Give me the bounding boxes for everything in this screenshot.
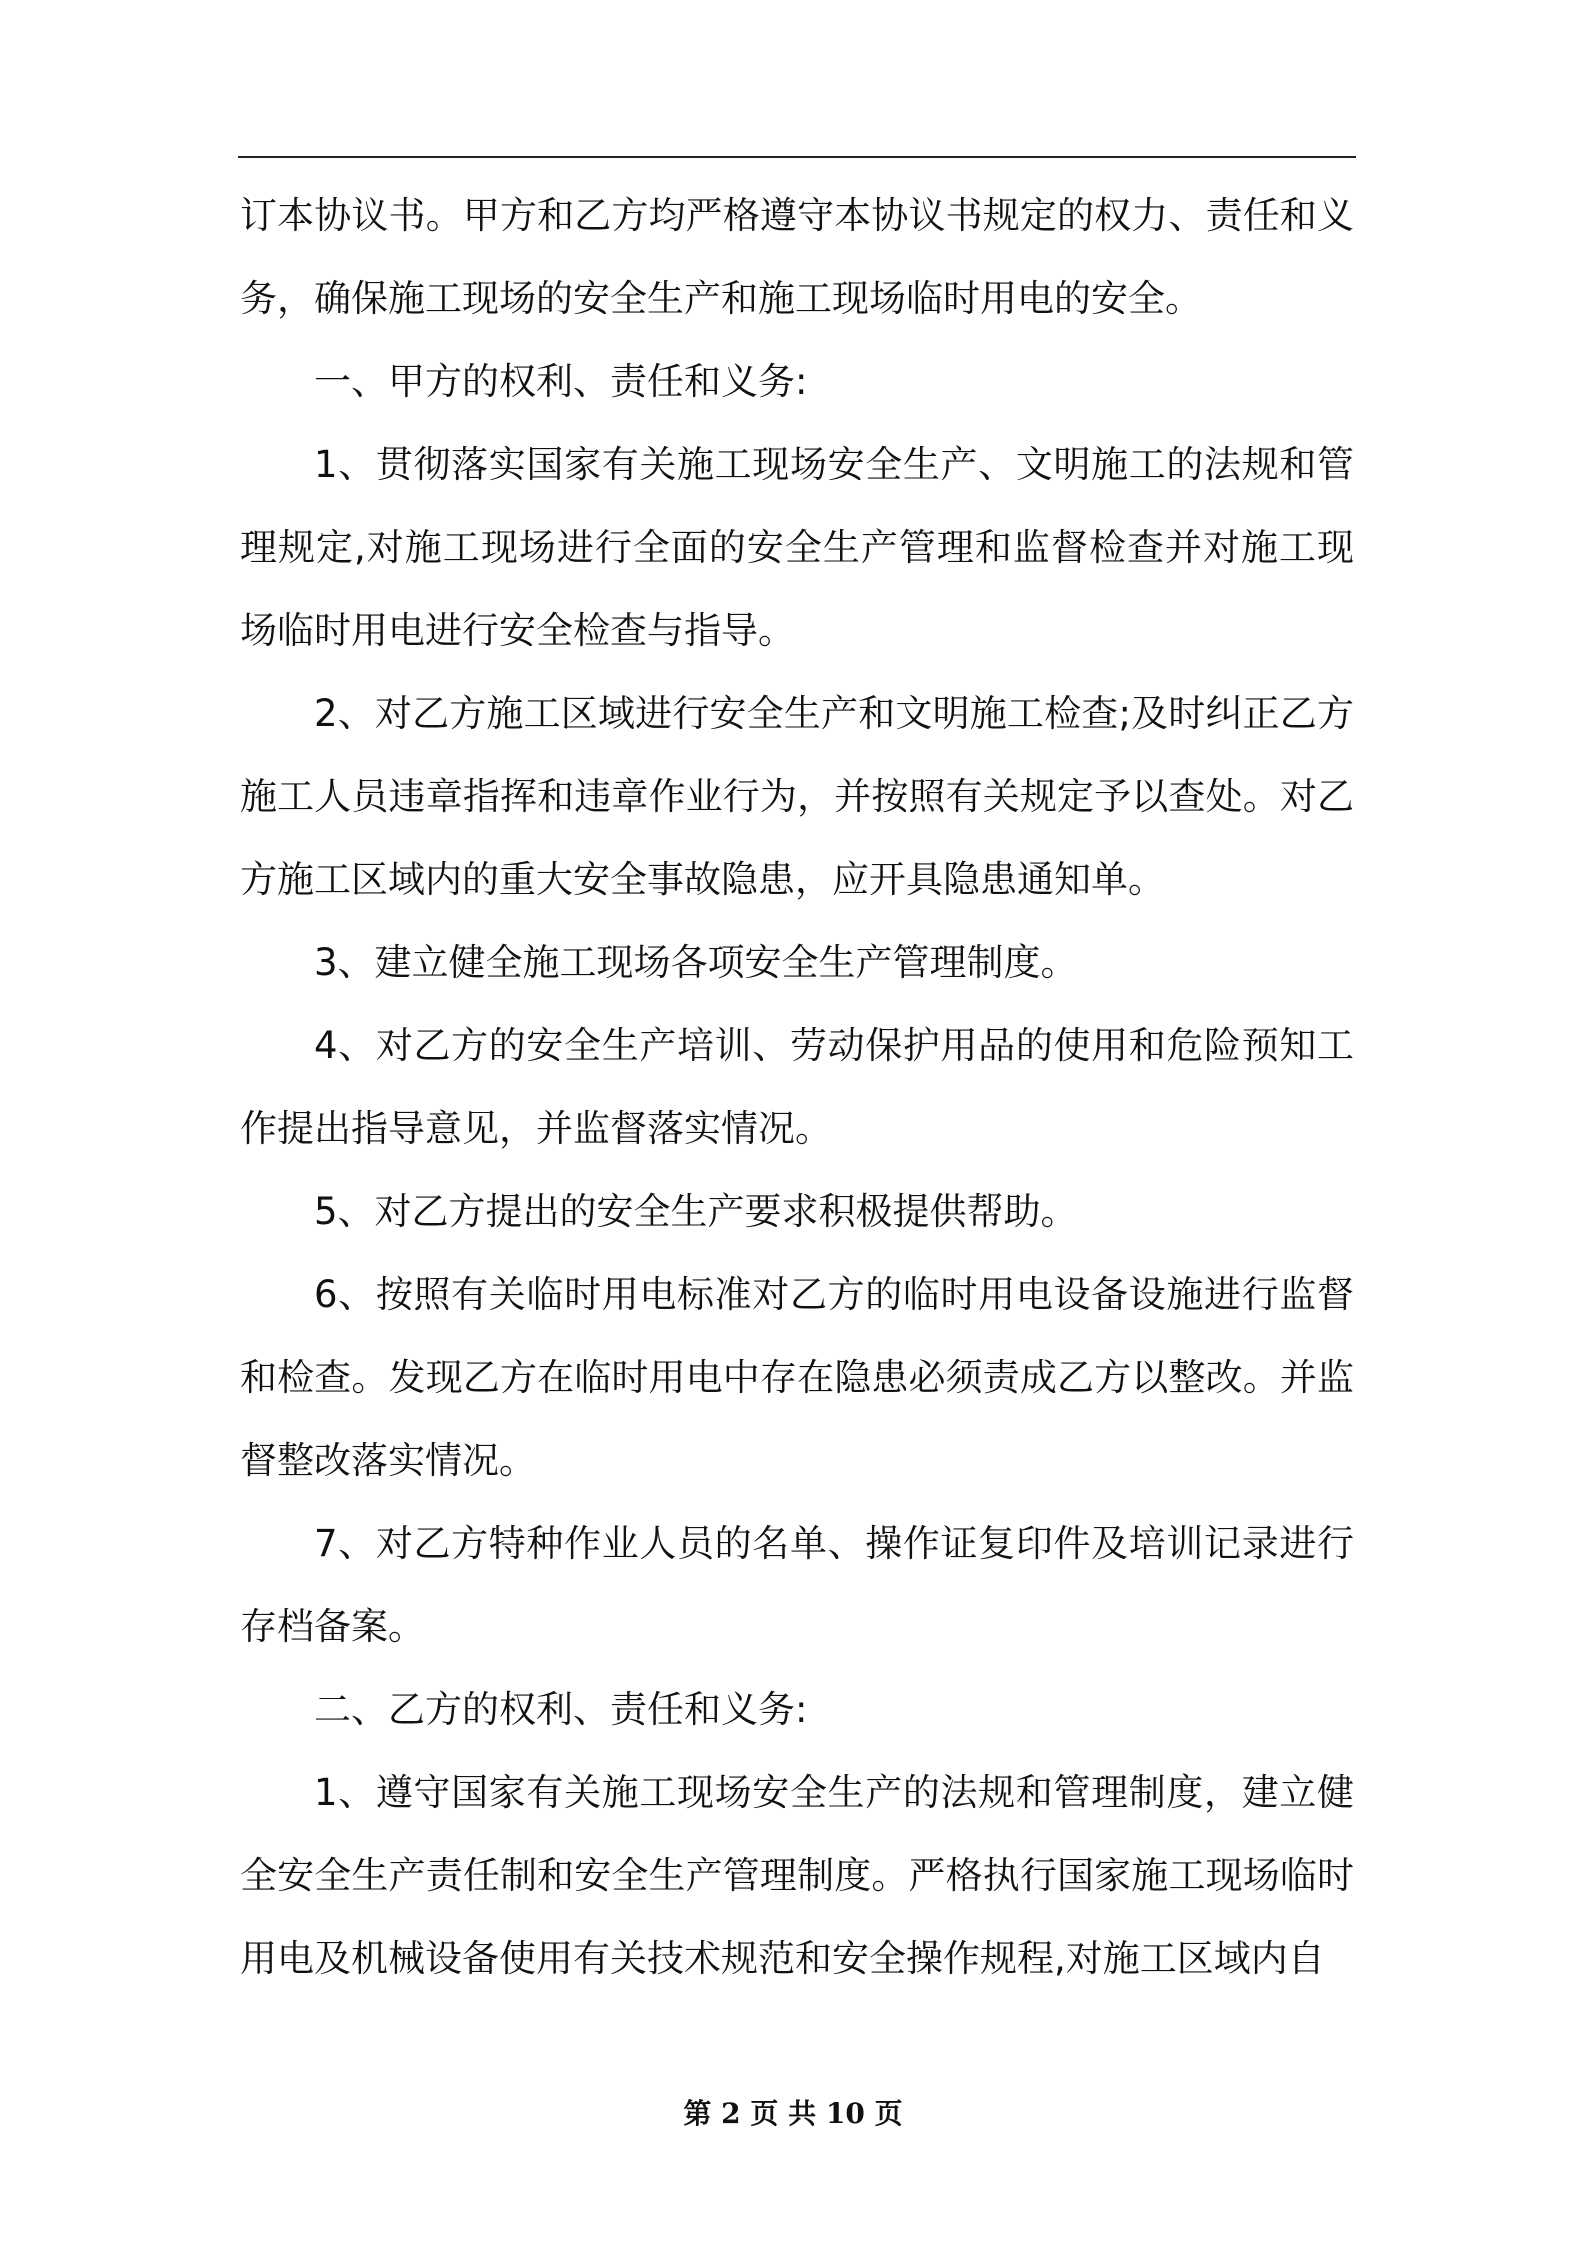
document-body [240,174,1354,2000]
paragraph-party-a-item-2: 2、对乙方施工区域进行安全生产和文明施工检查;及时纠正乙方施工人员违章指挥和违章作业行为，并按照有关规定予以查处。对乙方施工区域内的重大安全事故隐患，应开具隐患通知单。 [240,692,1354,901]
section-heading-party-a: 一、甲方的权利、责任和义务: [314,360,808,403]
paragraph-party-a-item-1: 1、贯彻落实国家有关施工现场安全生产、文明施工的法规和管理规定,对施工现场进行全面的安全生产管理和监督检查并对施工现场临时用电进行安全检查与指导。 [240,443,1354,652]
paragraph-party-a-item-7: 7、对乙方特种作业人员的名单、操作证复印件及培训记录进行存档备案。 [240,1522,1354,1648]
paragraph-party-b-item-1: 1、遵守国家有关施工现场安全生产的法规和管理制度，建立健全安全生产责任制和安全生产管理制度。严格执行国家施工现场临时用电及机械设备使用有关技术规范和安全操作规程,对施工区域内自 [240,1771,1354,1980]
paragraph-party-a-item-4: 4、对乙方的安全生产培训、劳动保护用品的使用和危险预知工作提出指导意见，并监督落实情况。 [240,1024,1354,1150]
paragraph-party-a-item-5: 5、对乙方提出的安全生产要求积极提供帮助。 [314,1190,1078,1233]
page-number-footer: 第 2 页 共 10 页 [683,2097,903,2130]
section-heading-party-b: 二、乙方的权利、责任和义务: [314,1688,808,1731]
header-rule [238,156,1356,158]
paragraph-intro-continued: 订本协议书。甲方和乙方均严格遵守本协议书规定的权力、责任和义务，确保施工现场的安全生产和施工现场临时用电的安全。 [240,194,1354,320]
paragraph-party-a-item-6: 6、按照有关临时用电标准对乙方的临时用电设备设施进行监督和检查。发现乙方在临时用电中存在隐患必须责成乙方以整改。并监督整改落实情况。 [240,1273,1354,1482]
paragraph-party-a-item-3: 3、建立健全施工现场各项安全生产管理制度。 [314,941,1078,984]
